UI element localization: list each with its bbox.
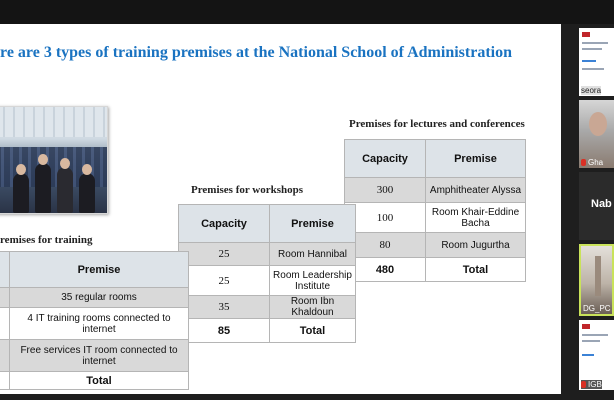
top-bar [0,0,614,24]
participant-tile[interactable] [579,28,614,96]
slide-title-rest: 3 types of training premises at the National School of Administration [43,44,512,61]
participant-tile[interactable] [579,172,614,240]
column-header: Premise [10,252,189,288]
slide-title-prefix: re are [0,44,40,61]
shared-slide [0,24,561,394]
column-header: Capacity [179,205,270,243]
slide-title [0,44,512,62]
column-header: Premise [426,140,526,178]
table-row: 25 Room Hannibal [179,243,356,266]
workshops-caption: Premises for workshops [191,184,304,196]
column-header: Capacity [345,140,426,178]
participant-name: Nab [591,198,612,210]
table-row: 35 regular rooms [0,288,189,308]
column-header: Premise [270,205,356,243]
table-total-row: Total [0,372,189,390]
participant-name: DG_PC [583,304,611,313]
training-table [0,251,189,390]
participants-sidebar [575,24,614,400]
table-total-row: 85 Total [179,319,356,343]
table-row: 100 Room Khair-Eddine Bacha [345,203,526,233]
participant-name: IGB [581,380,602,389]
table-total-row: 480 Total [345,258,526,282]
muted-mic-icon [581,381,586,388]
table-row: 4 IT training rooms connected to internet [0,308,189,340]
lectures-table [344,139,526,282]
table-row: 300 Amphitheater Alyssa [345,178,526,203]
table-row: 80 Room Jugurtha [345,233,526,258]
column-header [0,252,10,288]
active-speaker-tile[interactable] [579,244,614,316]
workshops-table [178,204,356,343]
table-row: 35 Room Ibn Khaldoun [179,296,356,319]
participant-name: Gha [581,158,603,167]
auditorium-photo [0,106,108,214]
muted-mic-icon [581,159,586,166]
table-row: 25 Room Leadership Institute [179,266,356,296]
participant-tile[interactable] [579,100,614,168]
participant-name: seora [581,86,602,95]
lectures-caption: Premises for lectures and conferences [349,118,525,130]
training-caption: remises for training [0,234,93,246]
participant-tile[interactable] [579,320,614,390]
table-row: Free services IT room connected to internet [0,340,189,372]
